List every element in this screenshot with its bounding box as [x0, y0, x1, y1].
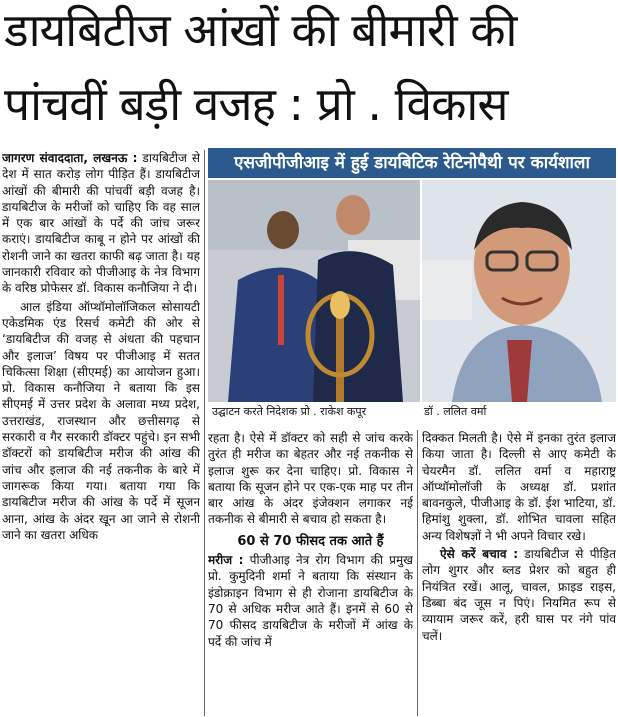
paragraph-text: डायबिटीज से देश में सात करोड़ लोग पीड़ित हैं। डायबिटीज आंखों की बीमारी की पांचवीं बड़ी वजह है। डायबिटीज के मरीजों को चाहिए कि वह साल में एक बार आंखों के पर्दे की जांच जरूर कराएं। डायबिटीज काबू न होने पर आंखों की रोशनी जाने का खतरा काफी बढ़ जाता है। यह जानकारी रविवार को पीजीआइ के नेत्र विभाग के वरिष्ठ प्रोफेसर डॉ. विकास कनौजिया ने दी। — [2, 151, 200, 296]
article-column-3 — [422, 430, 616, 716]
paragraph-text: पीजीआइ नेत्र रोग विभाग की प्रमुख प्रो. कुमुदिनी शर्मा ने बताया कि संस्थान के इंडोक्राइन विभाग से ही रोजाना डायबिटीज के 70 से अधिक मरीज आते हैं। इनमें से 60 से 70 फीसद डायबिटीज के मरीजों में आंख के पर्दे की जांच में — [208, 553, 413, 649]
photo-banner: एसजीपीजीआइ में हुई डायबिटिक रेटिनोपैथी पर कार्यशाला — [208, 148, 616, 178]
headline-line-2: पांचवीं बड़ी वजह : प्रो . विकास — [4, 77, 508, 131]
headline-line-1: डायबिटीज आंखों की बीमारी की — [4, 3, 517, 57]
paragraph — [422, 546, 616, 644]
article-column-1 — [2, 150, 200, 716]
paragraph-text: डायबिटीज से पीड़ित लोग शुगर और ब्लड प्रेशर को बहुत ही नियंत्रित रखें। आलू, चावल, फ्राइड राइस, डिब्बा बंद जूस न पिएं। नियमित रूप से व्यायाम जरूर करें, हरी घास पर नंगे पांव चलें। — [422, 547, 616, 643]
column-divider — [417, 430, 418, 716]
portrait-photo — [422, 180, 616, 402]
photo-caption-right: डॉ . ललित वर्मा — [424, 405, 487, 418]
inauguration-photo — [208, 180, 420, 402]
dateline: जागरण संवाददाता, लखनऊ : — [2, 151, 138, 165]
paragraph — [208, 552, 413, 650]
article-column-2 — [208, 430, 413, 716]
paragraph: रहता है। ऐसे में डॉक्टर को सही से जांच करके तुरंत ही मरीज का बेहतर और नई तकनीक से इलाज शुरू कर देना चाहिए। प्रो. विकास ने बताया कि सूजन होने पर एक-एक माह पर तीन बार आंख के अंदर इंजेक्शन लगाकर नई तकनीक से बीमारी से बचाव हो सकता है। — [208, 431, 413, 527]
paragraph: दिक्कत मिलती है। ऐसे में इनका तुरंत इलाज किया जाता है। दिल्ली से आए कमेटी के चेयरमैन डॉ. ललित वर्मा व महाराष्ट्र ऑप्थॉमोलॉजी के अध्यक्ष डॉ. प्रशांत बावनकुले, पीजीआइ के डॉ. ईश भाटिया, डॉ. हिमांशु शुक्ला, डॉ. शोभित चावला सहित अन्य विशेषज्ञों ने भी अपने विचार रखे। — [422, 431, 616, 543]
column-divider — [204, 150, 205, 716]
inauguration-photo-graphic — [208, 180, 420, 402]
paragraph — [2, 150, 200, 297]
portrait-photo-graphic — [422, 180, 616, 402]
subheading-lead: ऐसे करें बचाव : — [440, 547, 519, 562]
subheading-lead: मरीज : — [208, 553, 244, 568]
paragraph: आल इंडिया ऑप्थॉमोलॉजिकल सोसायटी एकेडमिक एंड रिसर्च कमेटी की ओर से ‘डायबिटीज की वजह से अंधता की पहचान और इलाज’ विषय पर पीजीआइ में सतत चिकित्सा शिक्षा (सीएमई) का आयोजन हुआ। प्रो. विकास कनौजिया ने बताया कि इस सीएमई में उत्तर प्रदेश के अलावा मध्य प्रदेश, उत्तराखंड, राजस्थान और छत्तीसगढ़ से सरकारी व गैर सरकारी डॉक्टर पहुंचे। इन सभी डॉक्टरों को डायबिटीज मरीज की आंख की जांच और इलाज की नई तकनीक के बारे में जागरूक किया गया। बताया गया कि डायबिटीज मरीज की आंख के पर्दे में सूजन आना, आंख के अंदर खून आ जाने से रोशनी जाने का खतरा अधिक — [2, 299, 200, 542]
subheading: 60 से 70 फीसद तक आते हैं — [237, 533, 384, 549]
photo-caption-left: उद्घाटन करते निदेशक प्रो . राकेश कपूर — [212, 405, 367, 418]
